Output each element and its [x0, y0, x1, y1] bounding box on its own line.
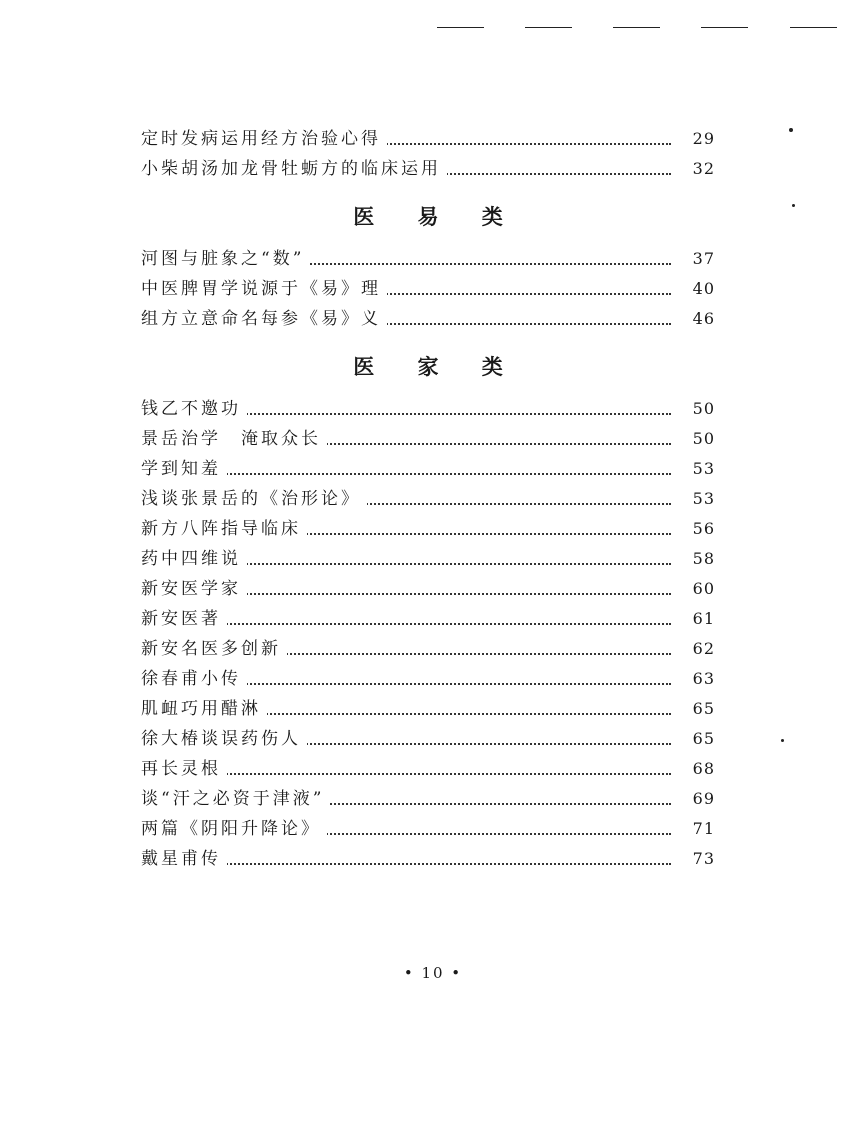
- toc-entry-title: 浅谈张景岳的《治形论》: [141, 484, 367, 514]
- table-of-contents: [141, 124, 715, 874]
- section-heading: 医 家 类: [353, 354, 521, 379]
- toc-entry-page: 50: [685, 394, 715, 424]
- toc-entry[interactable]: [141, 394, 715, 424]
- toc-entry[interactable]: [141, 544, 715, 574]
- toc-entry[interactable]: [141, 754, 715, 784]
- section-heading: 医 易 类: [353, 204, 521, 229]
- toc-entry-title: 新安名医多创新: [141, 634, 287, 664]
- toc-entry-title: 组方立意命名每参《易》义: [141, 304, 387, 334]
- toc-entry[interactable]: [141, 244, 715, 274]
- top-rule: [525, 27, 572, 28]
- toc-entry-page: 37: [685, 244, 715, 274]
- scan-speck: [792, 204, 795, 207]
- toc-entry[interactable]: [141, 604, 715, 634]
- toc-entry-title: 小柴胡汤加龙骨牡蛎方的临床运用: [141, 154, 447, 184]
- top-rule: [613, 27, 660, 28]
- page-number: • 10 •: [403, 964, 463, 982]
- toc-entry-page: 71: [685, 814, 715, 844]
- toc-entry-title: 新方八阵指导临床: [141, 514, 307, 544]
- toc-entry-page: 65: [685, 694, 715, 724]
- toc-entry-page: 32: [685, 154, 715, 184]
- top-rule: [790, 27, 837, 28]
- toc-entry-title: 肌衄巧用醋淋: [141, 694, 267, 724]
- toc-entry-title: 新安医学家: [141, 574, 247, 604]
- toc-entry[interactable]: [141, 664, 715, 694]
- toc-entry-page: 56: [685, 514, 715, 544]
- toc-entry-page: 53: [685, 484, 715, 514]
- toc-entry-page: 50: [685, 424, 715, 454]
- toc-entry-page: 73: [685, 844, 715, 874]
- toc-entry[interactable]: [141, 784, 715, 814]
- toc-entry-title: 徐春甫小传: [141, 664, 247, 694]
- toc-entry[interactable]: [141, 724, 715, 754]
- toc-entry[interactable]: [141, 814, 715, 844]
- toc-entry-page: 69: [685, 784, 715, 814]
- toc-entry[interactable]: [141, 424, 715, 454]
- toc-entry[interactable]: [141, 844, 715, 874]
- toc-entry[interactable]: [141, 694, 715, 724]
- toc-entry-page: 62: [685, 634, 715, 664]
- toc-entry-title: 学到知羞: [141, 454, 227, 484]
- toc-entry-title: 钱乙不邀功: [141, 394, 247, 424]
- toc-entry-title: 谈“汗之必资于津液”: [141, 784, 330, 814]
- toc-entry-title: 两篇《阴阳升降论》: [141, 814, 327, 844]
- toc-entry-page: 58: [685, 544, 715, 574]
- toc-entry[interactable]: [141, 124, 715, 154]
- toc-entry-title: 药中四维说: [141, 544, 247, 574]
- toc-entry-page: 61: [685, 604, 715, 634]
- toc-entry-page: 29: [685, 124, 715, 154]
- toc-entry-title: 再长灵根: [141, 754, 227, 784]
- toc-entry-page: 60: [685, 574, 715, 604]
- toc-entry[interactable]: [141, 484, 715, 514]
- toc-entry[interactable]: [141, 274, 715, 304]
- toc-entry-title: 戴星甫传: [141, 844, 227, 874]
- toc-entry[interactable]: [141, 634, 715, 664]
- top-rule: [701, 27, 748, 28]
- toc-entry-page: 65: [685, 724, 715, 754]
- toc-entry-title: 徐大椿谈误药伤人: [141, 724, 307, 754]
- toc-entry-title: 定时发病运用经方治验心得: [141, 124, 387, 154]
- toc-entry[interactable]: [141, 154, 715, 184]
- scan-speck: [781, 739, 784, 742]
- toc-entry-title: 中医脾胃学说源于《易》理: [141, 274, 387, 304]
- toc-entry-title: 河图与脏象之“数”: [141, 244, 310, 274]
- toc-entry-page: 63: [685, 664, 715, 694]
- toc-entry[interactable]: [141, 514, 715, 544]
- toc-entry-page: 68: [685, 754, 715, 784]
- toc-entry-page: 53: [685, 454, 715, 484]
- toc-entry-page: 46: [685, 304, 715, 334]
- toc-entry[interactable]: [141, 574, 715, 604]
- toc-entry[interactable]: [141, 304, 715, 334]
- top-rule: [437, 27, 484, 28]
- toc-entry-page: 40: [685, 274, 715, 304]
- toc-entry-title: 新安医著: [141, 604, 227, 634]
- toc-entry-title: 景岳治学 淹取众长: [141, 424, 327, 454]
- scan-speck: [789, 128, 793, 132]
- toc-entry[interactable]: [141, 454, 715, 484]
